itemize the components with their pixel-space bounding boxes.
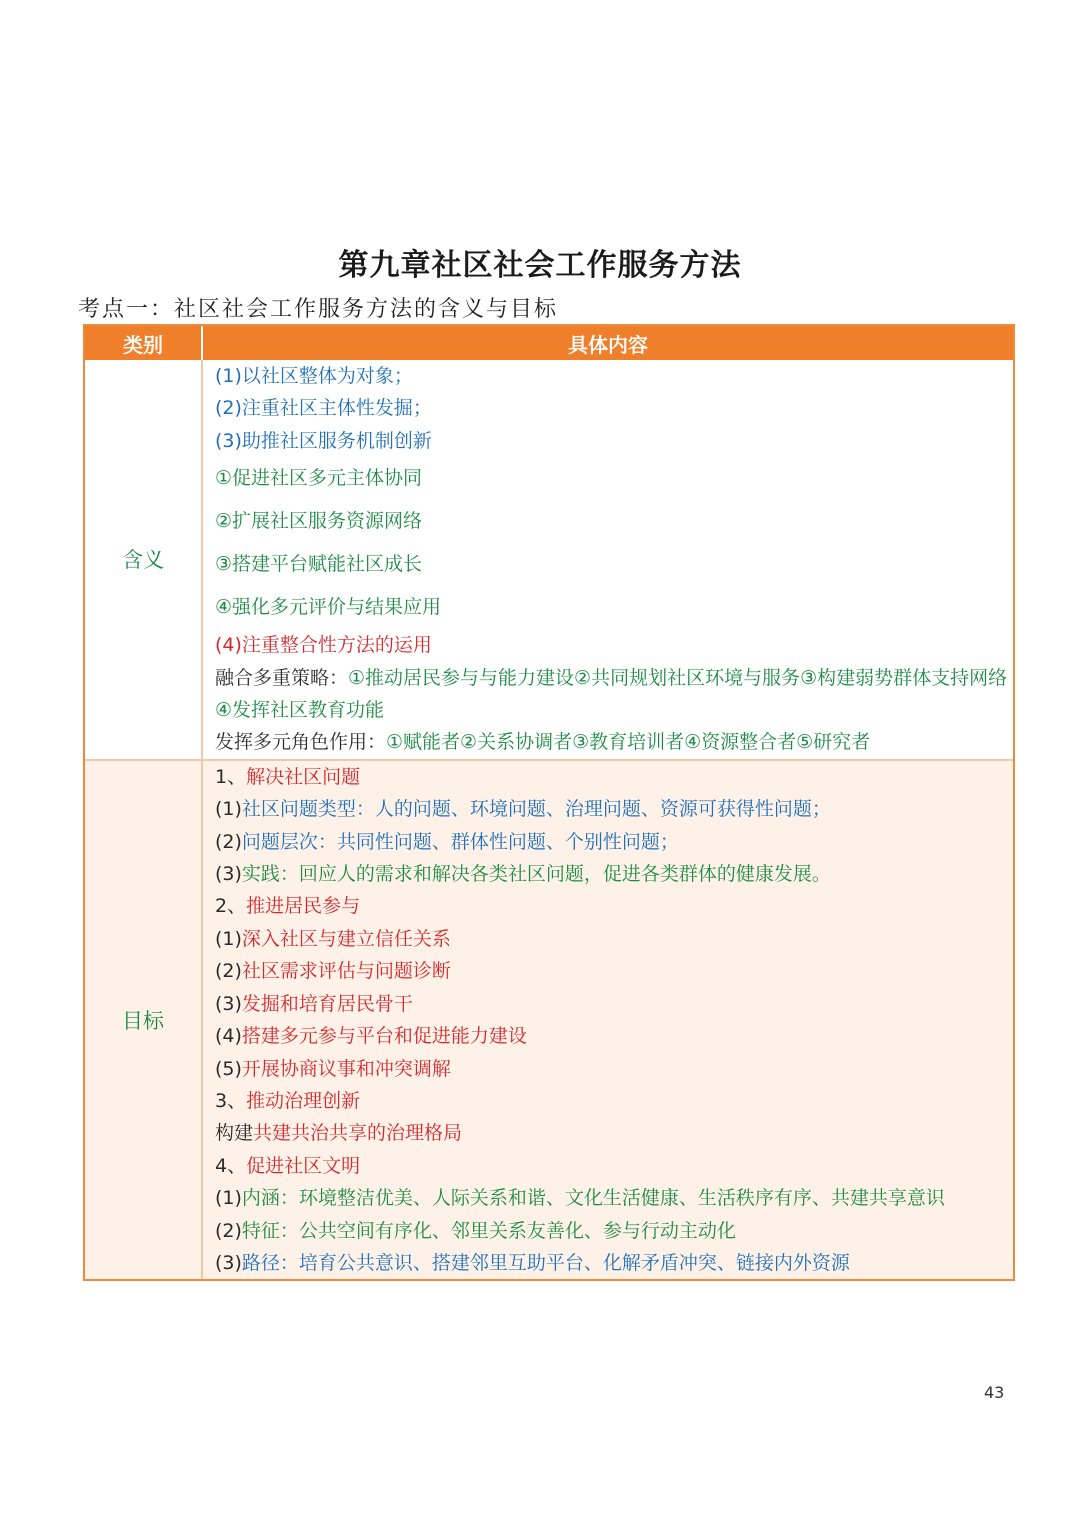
list-item	[215, 1247, 1013, 1279]
item-text: ①推动居民参与与能力建设②共同规划社区环境与服务③构建弱势群体支持网络④发挥社区教育功能	[215, 666, 1008, 722]
row-label-goal: 目标	[85, 761, 203, 1280]
list-item: ①促进社区多元主体协同	[215, 467, 423, 490]
item-text: 推动治理创新	[246, 1089, 361, 1112]
item-number: (3)	[215, 863, 242, 886]
list-item	[215, 793, 1013, 825]
list-item: (4)注重整合性方法的运用	[215, 634, 432, 657]
page-number: 43	[984, 1383, 1005, 1402]
row-content-goal	[203, 761, 1013, 1280]
list-item	[215, 726, 1013, 758]
header-content: 具体内容	[568, 332, 648, 357]
row-content-meaning	[203, 360, 1013, 759]
list-item	[215, 1150, 1013, 1182]
item-text: 开展协商议事和冲突调解	[241, 1057, 451, 1080]
list-item	[215, 1215, 1013, 1247]
table-header	[85, 326, 1013, 360]
list-item: (3)助推社区服务机制创新	[215, 429, 432, 452]
item-text: 社区问题类型：人的问题、环境问题、治理问题、资源可获得性问题；	[241, 798, 831, 821]
list-item: ②扩展社区服务资源网络	[215, 510, 423, 533]
item-text: 实践：回应人的需求和解决各类社区问题，促进各类群体的健康发展。	[241, 863, 831, 886]
item-text: 问题层次：共同性问题、群体性问题、个别性问题；	[241, 830, 679, 853]
list-item	[215, 858, 1013, 890]
list-item	[215, 1085, 1013, 1117]
page-title: 第九章社区社会工作服务方法	[338, 248, 742, 283]
list-item	[215, 1053, 1013, 1085]
item-number: (1)	[215, 927, 242, 950]
item-number: (1)	[215, 1187, 242, 1210]
item-text: 内涵：环境整洁优美、人际关系和谐、文化生活健康、生活秩序有序、共建共享意识	[241, 1187, 945, 1210]
item-text: 社区需求评估与问题诊断	[241, 960, 451, 983]
list-item	[215, 1182, 1013, 1214]
item-number: (5)	[215, 1057, 242, 1080]
item-text: 推进居民参与	[246, 895, 361, 918]
item-number: (2)	[215, 960, 242, 983]
list-item: ③搭建平台赋能社区成长	[215, 553, 423, 576]
item-text: 促进社区文明	[246, 1154, 361, 1177]
item-prefix: 发挥多元角色作用：	[215, 731, 387, 754]
item-text: 深入社区与建立信任关系	[241, 927, 451, 950]
list-item	[215, 955, 1013, 987]
list-item	[215, 890, 1013, 922]
item-text: ①赋能者②关系协调者③教育培训者④资源整合者⑤研究者	[386, 731, 871, 754]
row-label-meaning: 含义	[85, 360, 203, 759]
list-item	[215, 1117, 1013, 1149]
item-number: 4、	[215, 1154, 247, 1177]
list-item	[215, 761, 1013, 793]
list-item	[215, 826, 1013, 858]
item-text: 搭建多元参与平台和促进能力建设	[241, 1025, 527, 1048]
item-number: (3)	[215, 992, 242, 1015]
item-prefix: 融合多重策略：	[215, 666, 349, 689]
list-item	[215, 988, 1013, 1020]
item-number: (2)	[215, 1219, 242, 1242]
item-number: 2、	[215, 895, 247, 918]
list-item: (1)以社区整体为对象；	[215, 365, 413, 387]
content-table	[83, 324, 1015, 1281]
item-text: 特征：公共空间有序化、邻里关系友善化、参与行动主动化	[241, 1219, 736, 1242]
list-item	[215, 662, 1013, 727]
table-row-meaning	[85, 360, 1013, 759]
item-text: 路径：培育公共意识、搭建邻里互助平台、化解矛盾冲突、链接内外资源	[241, 1251, 850, 1274]
section-heading: 考点一：社区社会工作服务方法的含义与目标	[78, 297, 559, 322]
item-number: (4)	[215, 1025, 242, 1048]
item-number: 1、	[215, 765, 247, 788]
header-category: 类别	[85, 326, 203, 360]
item-text: 共建共治共享的治理格局	[253, 1122, 463, 1145]
list-item: ④强化多元评价与结果应用	[215, 596, 442, 619]
list-item	[215, 923, 1013, 955]
list-item: (2)注重社区主体性发掘；	[215, 397, 432, 420]
table-row-goal	[85, 759, 1013, 1280]
item-number: 3、	[215, 1089, 247, 1112]
item-text: 发掘和培育居民骨干	[241, 992, 413, 1015]
item-prefix: 构建	[215, 1122, 254, 1145]
item-number: (2)	[215, 830, 242, 853]
list-item	[215, 1020, 1013, 1052]
item-number: (1)	[215, 798, 242, 821]
item-number: (3)	[215, 1251, 242, 1274]
item-text: 解决社区问题	[246, 765, 361, 788]
